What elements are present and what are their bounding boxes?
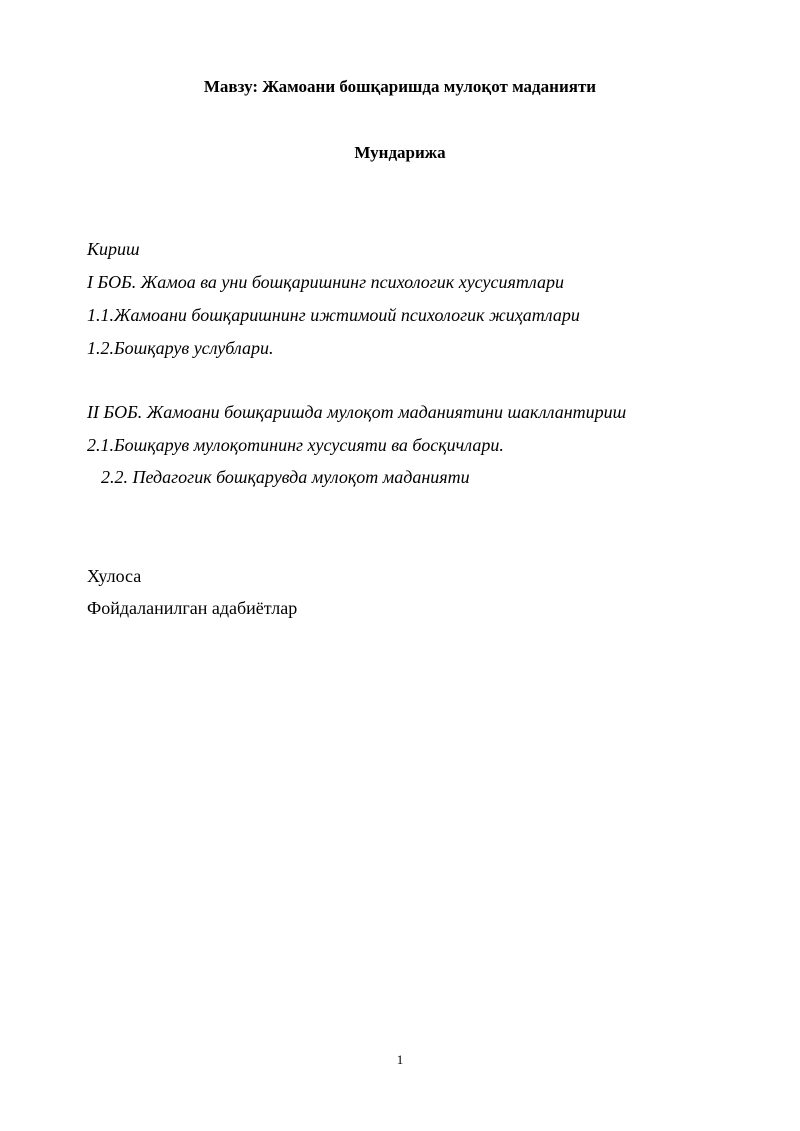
toc-item-references: Фойдаланилган адабиётлар [87,598,298,618]
toc-item-chapter-2: II БОБ. Жамоани бошқаришда мулоқот маданиятини шакллантириш [87,402,627,422]
toc-item-chapter-1: I БОБ. Жамоа ва уни бошқаришнинг психологик хусусиятлари [87,272,564,292]
toc-item-section-2-1: 2.1.Бошқарув мулоқотининг хусусияти ва босқичлари. [87,435,504,455]
toc-item-section-1-1: 1.1.Жамоани бошқаришнинг ижтимоий психологик жиҳатлари [87,305,580,325]
toc-item-conclusion: Хулоса [87,566,142,586]
toc-heading: Мундарижа [354,143,446,162]
toc-item-section-2-2: 2.2. Педагогик бошқарувда мулоқот маданияти [101,467,470,487]
toc-item-intro: Кириш [87,239,140,259]
toc-item-section-1-2: 1.2.Бошқарув услублари. [87,338,274,358]
page-number: 1 [396,1052,404,1067]
document-title: Мавзу: Жамоани бошқаришда мулоқот маданияти [203,77,597,96]
